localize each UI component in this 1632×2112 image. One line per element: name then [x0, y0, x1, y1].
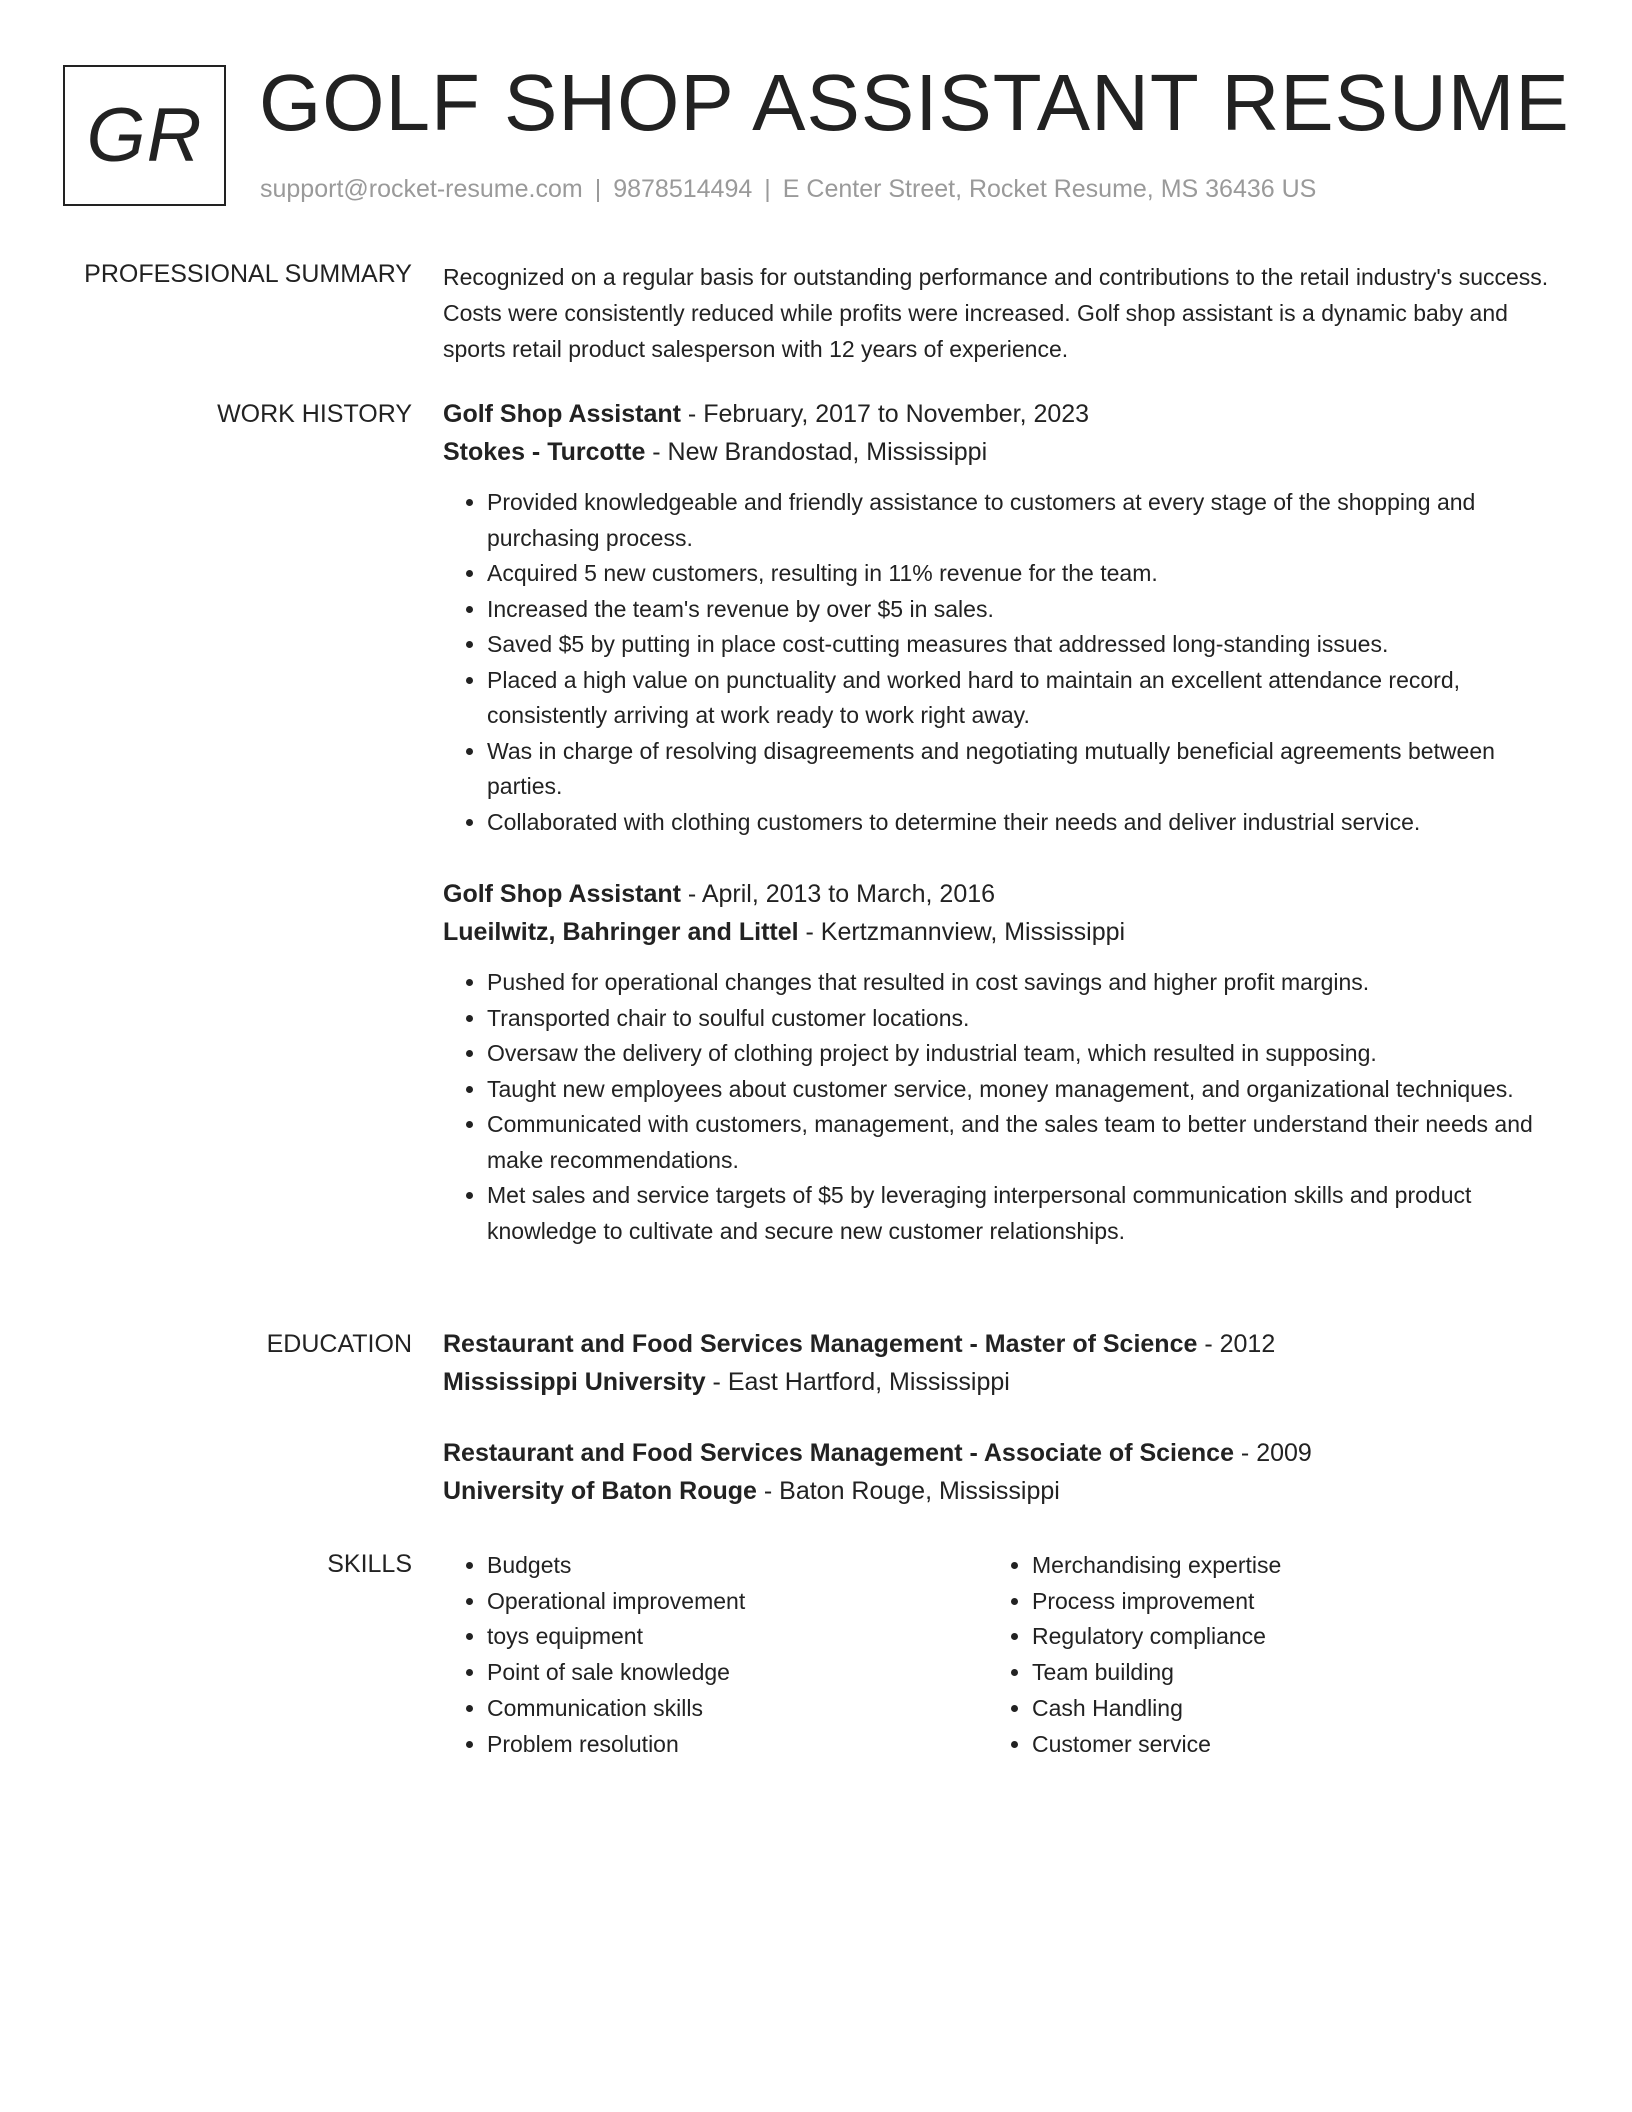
summary-label: PROFESSIONAL SUMMARY [84, 260, 412, 288]
school-location: - Baton Rouge, Mississippi [756, 1477, 1060, 1505]
skill-item: • Problem resolution [487, 1727, 988, 1763]
job-bullet: • Transported chair to soulful customer locations. [487, 1001, 1553, 1037]
degree-year: - 2009 [1233, 1439, 1312, 1467]
monogram-logo: GR [63, 65, 226, 206]
job-bullet: • Communicated with customers, management, and the sales team to better understand their needs and make recommendations. [487, 1107, 1553, 1178]
job-bullets [443, 965, 1553, 1249]
skills-column-right [988, 1548, 1533, 1762]
school-line [443, 1472, 1553, 1510]
job-dates: - February, 2017 to November, 2023 [680, 400, 1090, 428]
education-entry [443, 1434, 1553, 1510]
job-bullet: • Acquired 5 new customers, resulting in 11% revenue for the team. [487, 556, 1553, 592]
job-dates: - April, 2013 to March, 2016 [680, 880, 996, 908]
contact-address: E Center Street, Rocket Resume, MS 36436 US [782, 175, 1317, 203]
job-bullet: • Increased the team's revenue by over $5 in sales. [487, 592, 1553, 628]
job-bullet: • Oversaw the delivery of clothing project by industrial team, which resulted in supposing. [487, 1036, 1553, 1072]
degree-year: - 2012 [1197, 1330, 1276, 1358]
job-company: Lueilwitz, Bahringer and Littel [443, 918, 799, 946]
job-bullet: • Saved $5 by putting in place cost-cutting measures that addressed long-standing issues. [487, 627, 1553, 663]
job-company-line [443, 433, 1553, 471]
contact-email: support@rocket-resume.com [260, 175, 583, 203]
job-bullet: • Collaborated with clothing customers to determine their needs and deliver industrial service. [487, 805, 1553, 841]
job-title: Golf Shop Assistant [443, 880, 681, 908]
skill-item: • Point of sale knowledge [487, 1655, 988, 1691]
skill-item: • Customer service [1032, 1727, 1533, 1763]
job-company-line [443, 913, 1553, 951]
contact-separator: | [764, 175, 771, 203]
job-bullet: • Taught new employees about customer service, money management, and organizational techniques. [487, 1072, 1553, 1108]
job-location: - New Brandostad, Mississippi [645, 438, 988, 466]
school: University of Baton Rouge [443, 1477, 757, 1505]
school-line [443, 1363, 1553, 1401]
skill-item: • Cash Handling [1032, 1691, 1533, 1727]
job-title-line [443, 395, 1553, 433]
skills-grid [443, 1548, 1553, 1762]
skill-item: • Regulatory compliance [1032, 1619, 1533, 1655]
job-bullet: • Pushed for operational changes that resulted in cost savings and higher profit margins. [487, 965, 1553, 1001]
job-title: Golf Shop Assistant [443, 400, 681, 428]
degree-line [443, 1325, 1553, 1363]
school-location: - East Hartford, Mississippi [705, 1368, 1010, 1396]
skill-item: • Process improvement [1032, 1584, 1533, 1620]
work-history-label: WORK HISTORY [217, 400, 412, 428]
skills-label: SKILLS [327, 1550, 412, 1578]
job-entry [443, 395, 1553, 840]
skill-item: • Team building [1032, 1655, 1533, 1691]
job-location: - Kertzmannview, Mississippi [798, 918, 1126, 946]
skill-item: • toys equipment [487, 1619, 988, 1655]
education-entry [443, 1325, 1553, 1401]
school: Mississippi University [443, 1368, 706, 1396]
degree: Restaurant and Food Services Management - Master of Science [443, 1330, 1198, 1358]
degree: Restaurant and Food Services Management - Associate of Science [443, 1439, 1234, 1467]
skill-item: • Budgets [487, 1548, 988, 1584]
summary-text: Recognized on a regular basis for outstanding performance and contributions to the retail industry's success. Costs were consistently reduced while profits were increased. Golf shop assistant is a dynamic baby and sports retail product salesperson with 12 years of experience. [443, 264, 1549, 362]
skill-item: • Communication skills [487, 1691, 988, 1727]
education-label: EDUCATION [266, 1330, 412, 1358]
contact-separator: | [594, 175, 602, 203]
job-title-line [443, 875, 1553, 913]
skill-item: • Merchandising expertise [1032, 1548, 1533, 1584]
job-bullet: • Provided knowledgeable and friendly assistance to customers at every stage of the shopping and purchasing process. [487, 485, 1553, 556]
contact-line [260, 174, 1316, 204]
resume-title: GOLF SHOP ASSISTANT RESUME [259, 58, 1570, 147]
degree-line [443, 1434, 1553, 1472]
job-bullet: • Was in charge of resolving disagreements and negotiating mutually beneficial agreements between parties. [487, 734, 1553, 805]
job-company: Stokes - Turcotte [443, 438, 646, 466]
contact-phone: 9878514494 [613, 175, 753, 203]
job-bullet: • Placed a high value on punctuality and worked hard to maintain an excellent attendance record, consistently arriving at work ready to work right away. [487, 663, 1553, 734]
skills-column-left [443, 1548, 988, 1762]
job-bullet: • Met sales and service targets of $5 by leveraging interpersonal communication skills and product knowledge to cultivate and secure new customer relationships. [487, 1178, 1553, 1249]
job-bullets [443, 485, 1553, 840]
job-entry [443, 875, 1553, 1249]
skill-item: • Operational improvement [487, 1584, 988, 1620]
